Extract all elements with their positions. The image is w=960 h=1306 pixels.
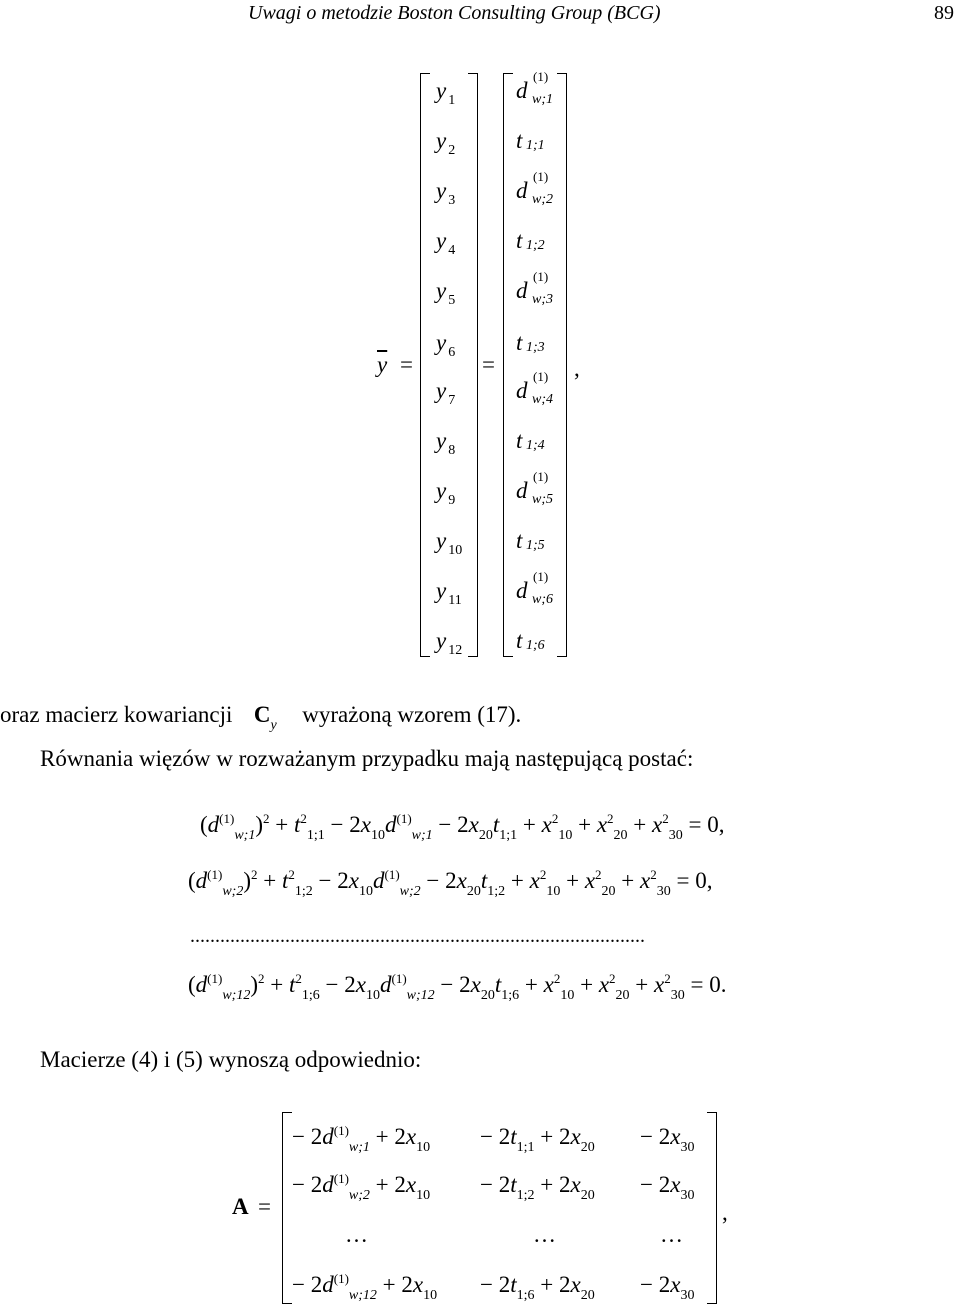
matrix-a-cell	[480, 1124, 595, 1155]
eq-superscript: 2	[258, 971, 265, 986]
rhs-entry-base: d	[516, 478, 528, 503]
matrix-symbol: + 2	[534, 1172, 571, 1197]
eq-superscript: (1)	[384, 867, 400, 882]
eq-symbol: )	[255, 812, 264, 837]
eq-var: x	[654, 972, 665, 997]
rhs-entry	[516, 69, 560, 108]
matrix-subscript: 1;2	[516, 1188, 535, 1203]
matrix-symbol: − 2	[292, 1124, 323, 1149]
y-entry-base: y	[436, 478, 447, 503]
eq-var: d	[379, 972, 392, 997]
y-entry-index: 3	[448, 193, 456, 208]
rhs-entry-base: d	[516, 278, 528, 303]
y-entry-index: 7	[448, 393, 456, 408]
y-entry-base: y	[436, 228, 447, 253]
matrix-subscript: w;1	[348, 1140, 370, 1155]
rhs-entry-sub: w;4	[532, 392, 553, 407]
y-entry	[436, 330, 456, 360]
eq-var: d	[384, 812, 397, 837]
eq-subscript: 1;6	[301, 988, 320, 1003]
rhs-entry	[516, 128, 560, 158]
equals-sign-1: =	[400, 352, 413, 377]
y-entry-index: 8	[448, 443, 456, 458]
matrix-a-cell	[480, 1172, 595, 1203]
eq-superscript: 2	[609, 971, 616, 986]
eq-symbol: +	[269, 812, 294, 837]
eq-symbol: +	[572, 812, 597, 837]
rhs-entry-base: d	[516, 378, 528, 403]
matrix-var: x	[670, 1272, 681, 1297]
rhs-entry-sub: 1;1	[526, 138, 545, 153]
y-entry-index: 2	[448, 143, 456, 158]
rhs-entry	[516, 628, 560, 658]
y-entry-index: 6	[448, 345, 456, 360]
eq-var: x	[360, 812, 371, 837]
eq-symbol: +	[574, 972, 599, 997]
y-entry	[436, 128, 456, 158]
rhs-entry	[516, 330, 560, 360]
rhs-entry-sup: (1)	[533, 69, 549, 84]
y-entry-index: 12	[448, 643, 463, 658]
eq-var: d	[372, 868, 385, 893]
eq-superscript: (1)	[207, 867, 223, 882]
y-entry-base: y	[436, 578, 447, 603]
y-entry	[436, 178, 456, 208]
eq-symbol: +	[627, 812, 653, 837]
eq-subscript: 20	[480, 988, 495, 1003]
matrix-subscript: 20	[580, 1188, 595, 1203]
rhs-entry-sub: 1;5	[526, 538, 545, 553]
matrix-subscript: 10	[423, 1288, 438, 1303]
eq-symbol: − 2	[312, 868, 349, 893]
matrix-subscript: 1;1	[516, 1140, 535, 1155]
y-entry	[436, 628, 463, 658]
y-entry	[436, 78, 456, 108]
y-column-right-bracket	[468, 73, 478, 657]
matrix-symbol: − 2	[480, 1172, 511, 1197]
eq-superscript: (1)	[207, 971, 223, 986]
constraint-equation	[200, 811, 725, 843]
eq-subscript: 30	[670, 988, 685, 1003]
matrix-var: d	[322, 1272, 334, 1297]
rhs-entry-sub: w;3	[532, 292, 553, 307]
eq-subscript: 1;1	[306, 828, 325, 843]
dots-line: ...........................................................................................	[190, 925, 645, 947]
eq-symbol: +	[615, 868, 641, 893]
eq-symbol: = 0.	[684, 972, 727, 997]
y-entry	[436, 378, 456, 408]
eq-superscript: (1)	[396, 811, 412, 826]
matrix-subscript: 30	[680, 1140, 695, 1155]
eq-symbol: − 2	[420, 868, 457, 893]
eq-symbol: (	[188, 972, 196, 997]
eq-superscript: (1)	[219, 811, 235, 826]
matrix-symbol: − 2	[480, 1272, 511, 1297]
eq-subscript: 1;6	[501, 988, 520, 1003]
matrix-superscript: (1)	[333, 1123, 349, 1138]
y-entry	[436, 578, 462, 608]
rhs-entry	[516, 569, 560, 608]
matrix-superscript: (1)	[333, 1271, 349, 1286]
rhs-entry-base: t	[516, 528, 523, 553]
eq-subscript: 1;2	[294, 884, 313, 899]
rhs-entry-sup: (1)	[533, 369, 549, 384]
eq-symbol: +	[629, 972, 655, 997]
matrix-var: x	[412, 1272, 424, 1297]
rhs-entry-sub: 1;2	[526, 238, 545, 253]
matrix-var: d	[322, 1124, 334, 1149]
y-entry	[436, 228, 456, 258]
eq-subscript: w;2	[399, 884, 421, 899]
y-bar-symbol: $\overline{y}$	[377, 352, 388, 377]
eq-superscript: 2	[553, 971, 561, 986]
vector-trailing-comma: ,	[574, 356, 580, 381]
cov-symbol: C	[253, 702, 271, 727]
matrix-var: x	[670, 1172, 681, 1197]
y-entry-index: 4	[448, 243, 456, 258]
eq-var: d	[195, 972, 208, 997]
matrix-var: x	[670, 1124, 681, 1149]
matrix-symbol: + 2	[369, 1124, 406, 1149]
eq-var: x	[598, 972, 610, 997]
eq-var: t	[294, 812, 301, 837]
matrix-symbol: − 2	[640, 1124, 671, 1149]
eq-var: x	[348, 868, 359, 893]
matrix-a-equals: =	[258, 1194, 271, 1219]
matrix-subscript: w;2	[348, 1188, 370, 1203]
eq-var: t	[289, 972, 296, 997]
page-number: 89	[934, 2, 954, 24]
y-entry-index: 10	[448, 543, 463, 558]
running-title: Uwagi o metodzie Boston Consulting Group (BCG)	[248, 2, 661, 24]
eq-var: x	[468, 812, 479, 837]
matrix-var: x	[570, 1124, 581, 1149]
y-entry-index: 1	[448, 93, 456, 108]
matrix-symbol: − 2	[480, 1124, 511, 1149]
matrix-subscript: 10	[416, 1140, 431, 1155]
matrix-superscript: (1)	[333, 1171, 349, 1186]
matrix-a-left-bracket	[282, 1112, 292, 1304]
constraint-equation	[188, 971, 727, 1003]
y-entry-base: y	[436, 628, 447, 653]
matrix-subscript: 10	[416, 1188, 431, 1203]
eq-var: x	[470, 972, 481, 997]
eq-var: x	[543, 972, 554, 997]
eq-symbol: − 2	[432, 812, 469, 837]
eq-subscript: w;2	[222, 884, 244, 899]
rhs-entry-sup: (1)	[533, 269, 549, 284]
eq-subscript: 10	[370, 828, 385, 843]
eq-superscript: 2	[288, 867, 295, 882]
eq-superscript: 2	[595, 867, 602, 882]
rhs-entry-base: d	[516, 578, 528, 603]
matrix-a-cell	[640, 1124, 695, 1155]
matrix-a-ellipsis: …	[533, 1222, 556, 1247]
matrix-a-cell	[640, 1172, 695, 1203]
rhs-entry-sup: (1)	[533, 569, 549, 584]
rhs-entry-base: t	[516, 228, 523, 253]
eq-symbol: )	[250, 972, 259, 997]
eq-symbol: − 2	[324, 812, 361, 837]
rhs-entry-sub: w;2	[532, 192, 553, 207]
rhs-entry-base: t	[516, 628, 523, 653]
rhs-entry-base: d	[516, 178, 528, 203]
eq-subscript: 30	[668, 828, 683, 843]
matrix-symbol: − 2	[640, 1172, 671, 1197]
eq-superscript: 2	[300, 811, 307, 826]
matrix-var: x	[405, 1124, 417, 1149]
eq-symbol: − 2	[434, 972, 471, 997]
eq-symbol: +	[519, 972, 544, 997]
matrix-a-ellipsis: …	[660, 1222, 683, 1247]
matrix-symbol: + 2	[534, 1124, 571, 1149]
eq-superscript: 2	[664, 971, 671, 986]
eq-symbol: +	[560, 868, 585, 893]
eq-symbol: +	[505, 868, 530, 893]
y-column-left-bracket	[420, 73, 430, 657]
matrix-var: x	[405, 1172, 417, 1197]
eq-subscript: w;1	[234, 828, 256, 843]
y-entry	[436, 428, 456, 458]
rhs-entry-base: t	[516, 128, 523, 153]
eq-subscript: 30	[656, 884, 671, 899]
matrix-a-trailing-comma: ,	[722, 1200, 728, 1225]
eq-symbol: (	[200, 812, 208, 837]
rhs-entry	[516, 228, 560, 258]
eq-symbol: = 0,	[682, 812, 725, 837]
eq-var: t	[492, 812, 500, 837]
matrix-a-cell	[292, 1271, 438, 1303]
matrix-var: t	[510, 1172, 517, 1197]
eq-subscript: 10	[358, 884, 373, 899]
rhs-entry	[516, 428, 560, 458]
eq-var: t	[494, 972, 502, 997]
eq-var: x	[529, 868, 540, 893]
equals-sign-2: =	[482, 352, 495, 377]
eq-symbol: − 2	[319, 972, 356, 997]
rhs-entry-sub: 1;6	[526, 638, 545, 653]
eq-var: x	[541, 812, 552, 837]
rhs-entry-base: d	[516, 78, 528, 103]
eq-var: x	[640, 868, 651, 893]
matrix-symbol: + 2	[534, 1272, 571, 1297]
matrix-var: x	[570, 1172, 581, 1197]
matrix-a-right-bracket	[707, 1112, 717, 1304]
matrix-symbol: − 2	[292, 1272, 323, 1297]
eq-var: x	[584, 868, 596, 893]
matrix-var: t	[510, 1124, 517, 1149]
eq-subscript: 1;1	[499, 828, 518, 843]
y-entry	[436, 528, 463, 558]
rhs-entry	[516, 528, 560, 558]
eq-subscript: w;12	[406, 988, 435, 1003]
y-entry-base: y	[436, 378, 447, 403]
rhs-entry-sub: 1;4	[526, 438, 545, 453]
eq-subscript: 20	[478, 828, 493, 843]
y-entry-base: y	[436, 178, 447, 203]
rhs-entry-sup: (1)	[533, 469, 549, 484]
eq-symbol: )	[243, 868, 252, 893]
eq-var: d	[207, 812, 220, 837]
rhs-entry-sub: 1;3	[526, 340, 545, 355]
matrix-subscript: 20	[580, 1288, 595, 1303]
eq-subscript: 10	[546, 884, 561, 899]
y-entry-base: y	[436, 330, 447, 355]
eq-subscript: 20	[601, 884, 616, 899]
eq-subscript: 20	[615, 988, 630, 1003]
para1-before: oraz macierz kowariancji	[0, 702, 233, 727]
eq-symbol: +	[264, 972, 289, 997]
matrix-var: d	[322, 1172, 334, 1197]
eq-var: x	[456, 868, 467, 893]
y-entry-base: y	[436, 78, 447, 103]
paragraph-matrices: Macierze (4) i (5) wynoszą odpowiednio:	[40, 1047, 422, 1072]
eq-subscript: 10	[365, 988, 380, 1003]
y-entry-base: y	[436, 128, 447, 153]
matrix-a-symbol: A	[232, 1194, 249, 1219]
paragraph-constraints: Równania więzów w rozważanym przypadku mają następującą postać:	[40, 746, 694, 771]
eq-subscript: 20	[466, 884, 481, 899]
eq-symbol: +	[517, 812, 542, 837]
y-entry	[436, 278, 456, 308]
eq-subscript: 20	[613, 828, 628, 843]
eq-subscript: 10	[558, 828, 573, 843]
eq-superscript: 2	[650, 867, 657, 882]
eq-subscript: 1;2	[487, 884, 506, 899]
rhs-entry	[516, 169, 560, 208]
eq-superscript: 2	[662, 811, 669, 826]
eq-var: x	[355, 972, 366, 997]
cov-symbol-sub: y	[270, 718, 277, 733]
rhs-entry	[516, 469, 560, 508]
eq-var: t	[282, 868, 289, 893]
paragraph-covariance	[0, 702, 522, 733]
matrix-var: t	[510, 1272, 517, 1297]
para1-after: wyrażoną wzorem (17).	[302, 702, 522, 727]
eq-superscript: 2	[295, 971, 302, 986]
eq-var: x	[652, 812, 663, 837]
eq-superscript: (1)	[391, 971, 407, 986]
matrix-a-cell	[292, 1171, 431, 1203]
rhs-entry-sub: w;1	[532, 92, 553, 107]
eq-subscript: w;12	[222, 988, 251, 1003]
eq-superscript: 2	[263, 811, 270, 826]
matrix-var: x	[570, 1272, 581, 1297]
y-entry-base: y	[436, 278, 447, 303]
y-entry-index: 5	[448, 293, 456, 308]
matrix-symbol: − 2	[640, 1272, 671, 1297]
rhs-entry-sup: (1)	[533, 169, 549, 184]
rhs-entry	[516, 269, 560, 308]
y-entry	[436, 478, 456, 508]
rhs-entry	[516, 369, 560, 408]
eq-var: d	[195, 868, 208, 893]
matrix-symbol: + 2	[369, 1172, 406, 1197]
matrix-subscript: w;12	[348, 1288, 377, 1303]
rhs-entry-sub: w;6	[532, 592, 553, 607]
eq-superscript: 2	[607, 811, 614, 826]
matrix-subscript: 30	[680, 1188, 695, 1203]
eq-superscript: 2	[251, 867, 258, 882]
eq-var: x	[596, 812, 608, 837]
matrix-symbol: − 2	[292, 1172, 323, 1197]
rhs-entry-base: t	[516, 428, 523, 453]
eq-superscript: 2	[551, 811, 559, 826]
eq-var: t	[480, 868, 488, 893]
constraint-equation	[188, 867, 713, 899]
eq-symbol: (	[188, 868, 196, 893]
matrix-a-cell	[480, 1272, 595, 1303]
y-entry-index: 11	[448, 593, 462, 608]
matrix-subscript: 1;6	[516, 1288, 535, 1303]
eq-superscript: 2	[539, 867, 547, 882]
eq-symbol: +	[257, 868, 282, 893]
rhs-column-right-bracket	[557, 73, 567, 657]
y-entry-index: 9	[448, 493, 456, 508]
matrix-a-cell	[640, 1272, 695, 1303]
matrix-subscript: 30	[680, 1288, 695, 1303]
y-entry-base: y	[436, 528, 447, 553]
rhs-entry-sub: w;5	[532, 492, 553, 507]
eq-symbol: = 0,	[670, 868, 713, 893]
y-entry-base: y	[436, 428, 447, 453]
matrix-a-ellipsis: …	[345, 1222, 368, 1247]
eq-subscript: 10	[560, 988, 575, 1003]
rhs-column-left-bracket	[503, 73, 513, 657]
matrix-symbol: + 2	[376, 1272, 413, 1297]
rhs-entry-base: t	[516, 330, 523, 355]
matrix-a-cell	[292, 1123, 431, 1155]
matrix-subscript: 20	[580, 1140, 595, 1155]
eq-subscript: w;1	[411, 828, 433, 843]
